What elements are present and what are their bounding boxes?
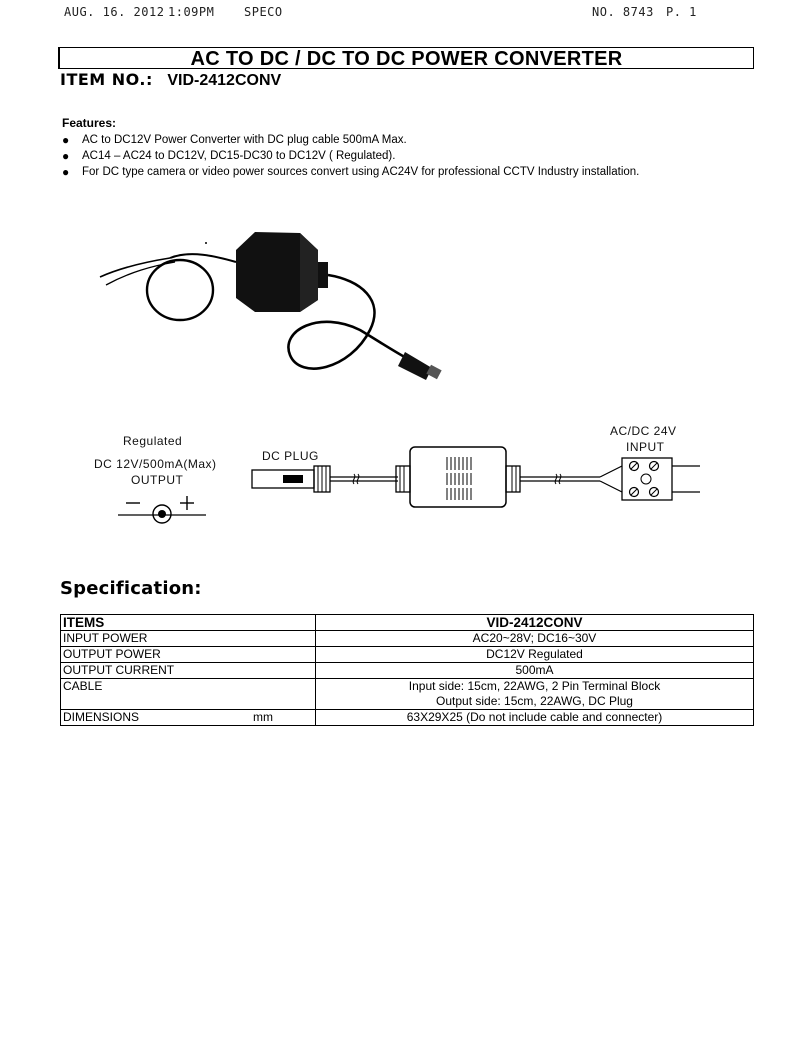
fax-sender: SPECO xyxy=(244,5,283,19)
table-row xyxy=(61,663,754,679)
fax-time: 1:09PM xyxy=(168,5,215,19)
table-row xyxy=(61,631,754,647)
table-cell-item: INPUT POWER xyxy=(61,631,316,647)
input-label-input: INPUT xyxy=(626,440,665,454)
fax-date: AUG. 16. 2012 xyxy=(64,5,165,19)
table-cell-item: CABLE xyxy=(61,679,316,710)
product-photo xyxy=(100,232,442,380)
cable-input-spec: Input side: 15cm, 22AWG, 2 Pin Terminal Block xyxy=(408,679,661,693)
table-row xyxy=(61,710,754,726)
dimensions-unit: mm xyxy=(253,710,273,724)
input-label-voltage: AC/DC 24V xyxy=(610,424,677,438)
item-number-label: ITEM NO.: xyxy=(60,70,153,89)
table-cell-value: DC12V Regulated xyxy=(316,647,754,663)
table-cell-value: 500mA xyxy=(316,663,754,679)
fax-number: NO. 8743 xyxy=(592,5,654,19)
table-header-model: VID-2412CONV xyxy=(316,615,754,631)
output-label-regulated: Regulated xyxy=(123,434,183,448)
fax-page: P. 1 xyxy=(666,5,697,19)
item-number-value: VID-2412CONV xyxy=(167,72,282,89)
feature-text: AC to DC12V Power Converter with DC plug cable 500mA Max. xyxy=(82,134,407,146)
page-title: AC TO DC / DC TO DC POWER CONVERTER xyxy=(190,48,623,70)
table-cell-item: OUTPUT CURRENT xyxy=(61,663,316,679)
output-label-spec: DC 12V/500mA(Max) xyxy=(94,457,217,471)
table-cell-item: OUTPUT POWER xyxy=(61,647,316,663)
dimensions-label: DIMENSIONS xyxy=(63,710,140,724)
table-cell-value xyxy=(316,679,754,710)
feature-text: AC14 – AC24 to DC12V, DC15-DC30 to DC12V ( Regulated). xyxy=(82,150,396,162)
specification-table xyxy=(60,614,754,726)
feature-text: For DC type camera or video power sources convert using AC24V for professional CCTV Industry installation. xyxy=(82,166,640,178)
cable-output-spec: Output side: 15cm, 22AWG, DC Plug xyxy=(436,694,633,708)
table-cell-item xyxy=(61,710,316,726)
table-header-row xyxy=(61,615,754,631)
table-header-items: ITEMS xyxy=(61,615,316,631)
table-row xyxy=(61,647,754,663)
dc-plug-label: DC PLUG xyxy=(262,449,319,463)
bullet-icon: ● xyxy=(62,133,70,147)
features-heading: Features: xyxy=(62,116,117,130)
table-cell-value: 63X29X25 (Do not include cable and connecter) xyxy=(316,710,754,726)
output-label-output: OUTPUT xyxy=(131,473,184,487)
bullet-icon: ● xyxy=(62,149,70,163)
specification-heading: Specification: xyxy=(60,578,202,599)
table-cell-value: AC20~28V; DC16~30V xyxy=(316,631,754,647)
table-row xyxy=(61,679,754,710)
bullet-icon: ● xyxy=(62,165,70,179)
